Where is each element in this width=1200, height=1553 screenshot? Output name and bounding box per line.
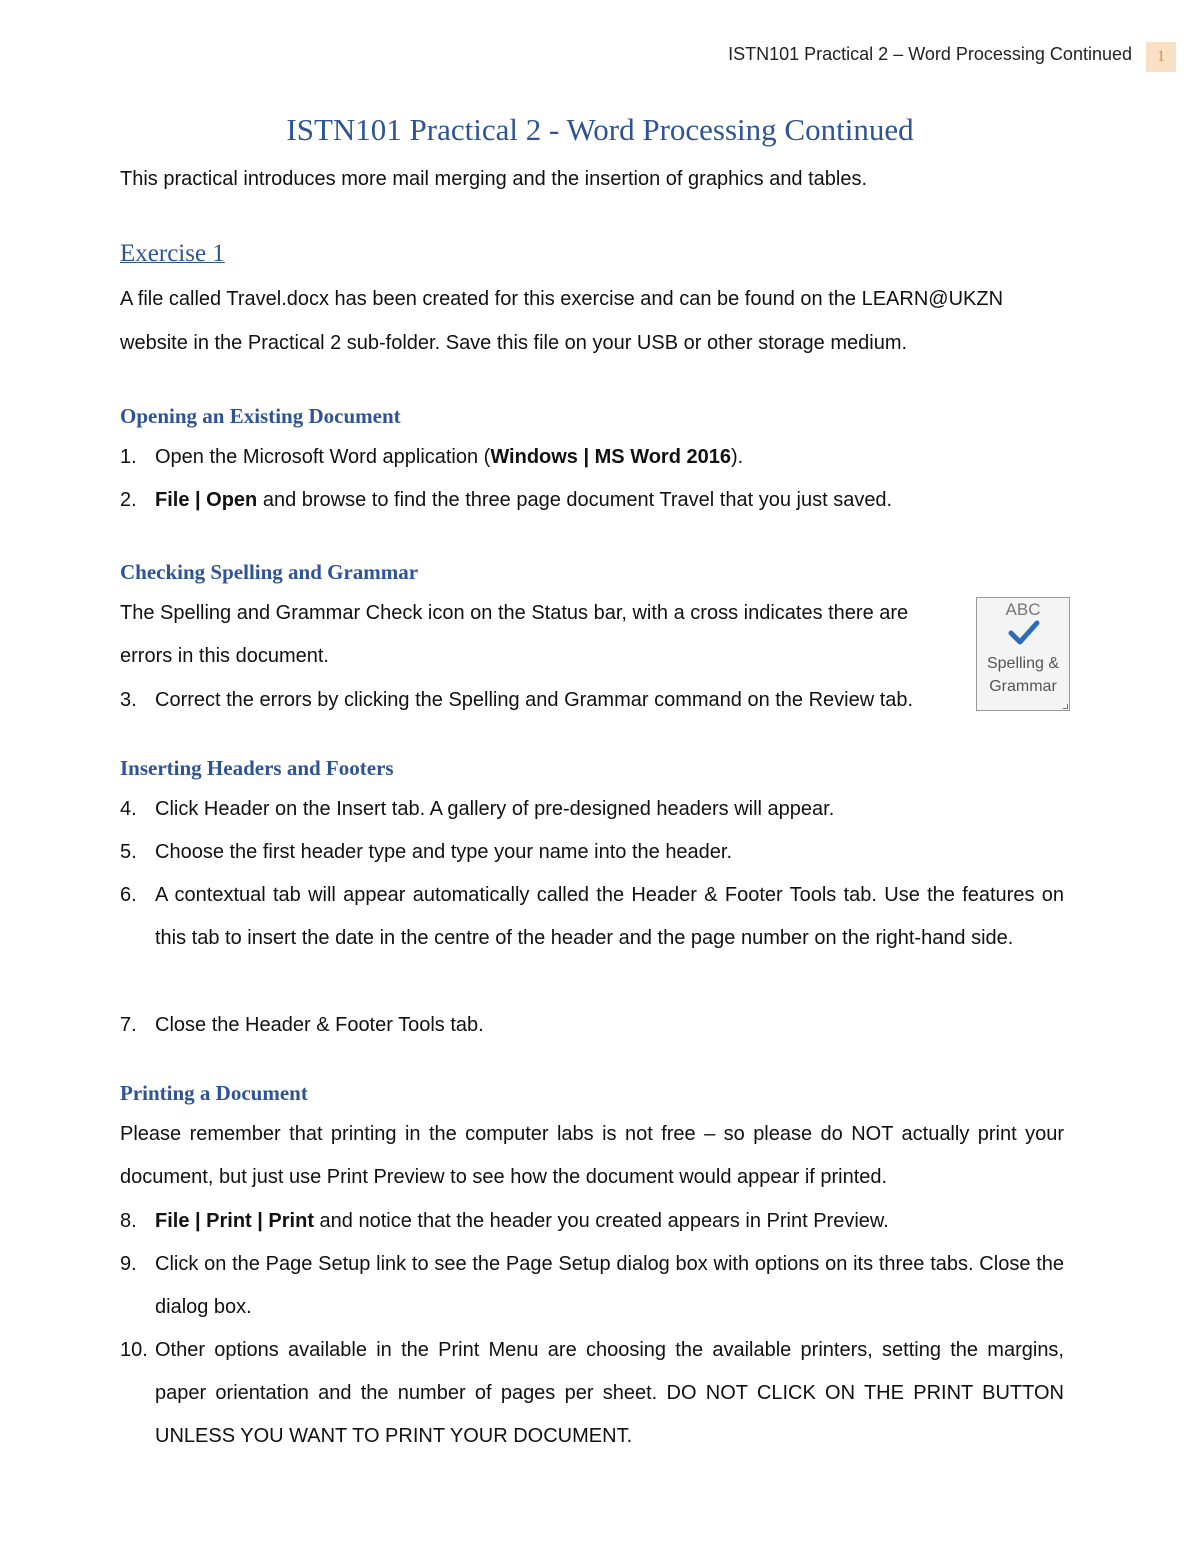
page-number-badge: 1 [1146,42,1176,72]
spelling-paragraph-line-1: The Spelling and Grammar Check icon on the Status bar, with a cross indicates there are [120,602,909,624]
intro-paragraph: This practical introduces more mail merging and the insertion of graphics and tables. [120,168,868,190]
list-text: Close the Header & Footer Tools tab. [155,1014,484,1036]
printing-paragraph: Please remember that printing in the computer labs is not free – so please do NOT actually print your document, but just use Print Preview to see how the document would appear if printed. [120,1123,1064,1188]
menu-path: File | Print | Print [155,1210,314,1232]
checkmark-icon [1007,618,1041,648]
list-text: Choose the first header type and type your name into the header. [155,841,733,863]
list-number: 10. [120,1339,148,1361]
list-text: Click Header on the Insert tab. A gallery of pre-designed headers will appear. [155,798,835,820]
exercise-heading: Exercise 1 [120,240,225,267]
list-item-8 [120,1200,1064,1243]
list-item-6 [120,874,1064,960]
list-text: and browse to find the three page document Travel that you just saved. [257,489,893,511]
section-heading-printing: Printing a Document [120,1081,308,1105]
abc-label: ABC [1005,600,1041,619]
list-item-9 [120,1243,1064,1329]
list-text: Correct the errors by clicking the Spelling and Grammar command on the Review tab. [155,689,914,711]
dialog-launcher-icon [1063,704,1068,709]
section-heading-opening: Opening an Existing Document [120,404,401,428]
grammar-label: Grammar [989,678,1057,695]
spelling-paragraph-line-2: errors in this document. [120,645,329,667]
spelling-label: Spelling & [986,655,1060,672]
list-text: and notice that the header you created appears in Print Preview. [313,1210,889,1232]
document-title: ISTN101 Practical 2 - Word Processing Continued [286,112,914,147]
section-heading-spelling: Checking Spelling and Grammar [120,560,419,584]
list-item-2 [120,479,1064,522]
list-item-10 [120,1329,1064,1458]
list-number: 6. [120,884,137,906]
list-number: 3. [120,689,137,711]
running-header: ISTN101 Practical 2 – Word Processing Continued [728,44,1132,64]
list-item-7 [120,1004,1064,1047]
list-text: Click on the Page Setup link to see the Page Setup dialog box with options on its three tabs. Close the dialog box. [155,1253,1064,1318]
list-number: 4. [120,798,137,820]
menu-path: Windows | MS Word 2016 [490,446,731,468]
list-text: Other options available in the Print Menu are choosing the available printers, setting the margins, paper orientation and the number of pages per sheet. DO NOT CLICK ON THE PRINT BUTTON UNLESS YOU WANT TO PRINT YOUR DOCUMENT. [155,1339,1064,1447]
list-number: 2. [120,489,137,511]
list-item-5 [120,831,1064,874]
list-text: ). [730,446,744,468]
list-item-1 [120,436,1064,479]
list-number: 1. [120,446,137,468]
section-heading-headers: Inserting Headers and Footers [120,756,394,780]
list-number: 8. [120,1210,137,1232]
list-text: A contextual tab will appear automatically called the Header & Footer Tools tab. Use the features on this tab to insert the date in the centre of the header and the page number on the right-hand side. [155,884,1064,949]
list-number: 7. [120,1014,137,1036]
list-number: 9. [120,1253,137,1275]
list-item-3 [120,679,980,722]
list-text: Open the Microsoft Word application ( [155,446,491,468]
spelling-grammar-command-image [976,597,1070,711]
exercise-paragraph-line-1: A file called Travel.docx has been created for this exercise and can be found on the LEARN@UKZN [120,288,1004,310]
exercise-paragraph-line-2: website in the Practical 2 sub-folder. Save this file on your USB or other storage medium. [120,332,908,354]
list-number: 5. [120,841,137,863]
menu-path: File | Open [155,489,258,511]
list-item-4 [120,788,1064,831]
